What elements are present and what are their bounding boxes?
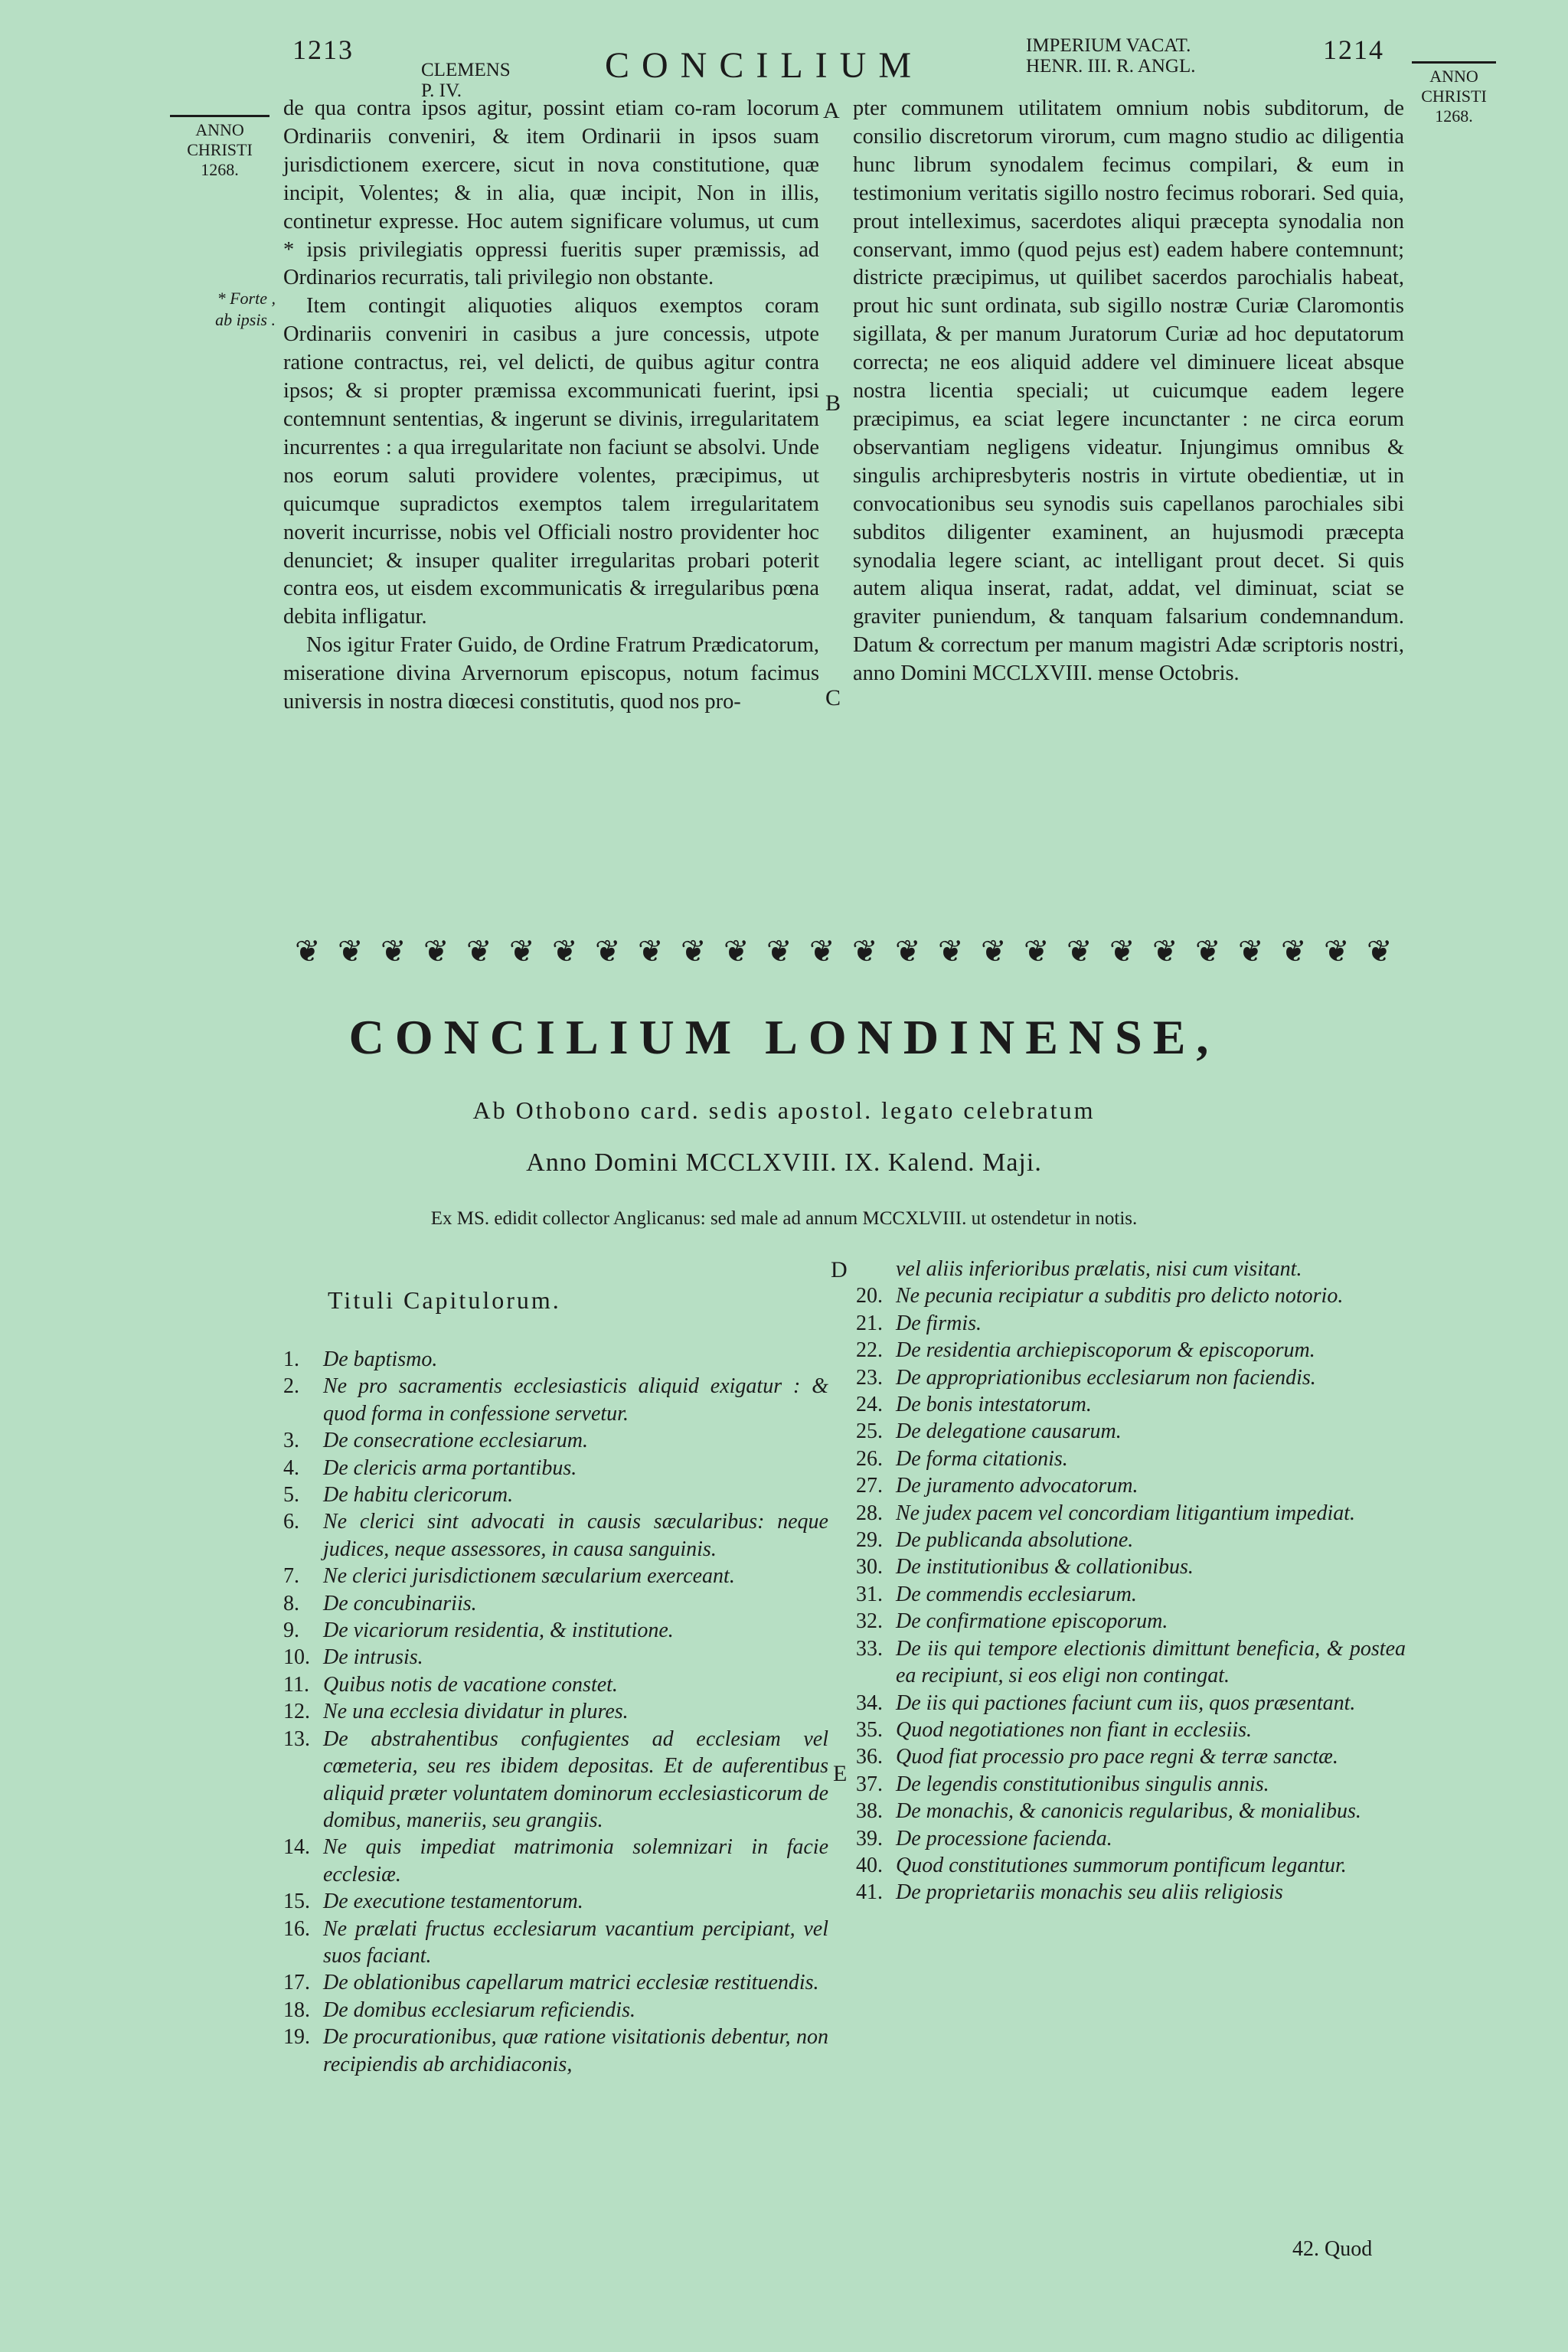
chapter-item: [856, 1879, 1406, 1906]
ornament-glyph: ❦: [938, 934, 964, 969]
ornament-glyph: ❦: [1024, 934, 1050, 969]
ornament-glyph: ❦: [895, 934, 921, 969]
chapter-number: 26.: [856, 1446, 883, 1471]
chapter-title: De residentia archiepiscoporum & episcoporum.: [896, 1338, 1315, 1363]
ornament-glyph: ❦: [724, 934, 750, 969]
right-page-number: 1214: [1323, 34, 1384, 65]
council-title: CONCILIUM LONDINENSE,: [348, 1010, 1220, 1064]
chapter-item: [856, 1282, 1406, 1309]
margin-note-line: ab ipsis .: [215, 310, 276, 329]
chapter-number: 12.: [283, 1700, 310, 1724]
ornament-glyph: ❦: [638, 934, 664, 969]
chapter-item: [856, 1852, 1406, 1879]
ornament-glyph: ❦: [1324, 934, 1350, 969]
running-head-line: IMPERIUM VACAT.: [1026, 35, 1191, 56]
chapter-number: 37.: [856, 1772, 883, 1796]
chapter-item: [856, 1798, 1406, 1824]
chapter-item: [283, 1834, 828, 1888]
chapter-title: Ne una ecclesia dividatur in plures.: [323, 1700, 629, 1724]
chapter-number: 6.: [283, 1510, 299, 1534]
chapter-title: Ne prælati fructus ecclesiarum vacantium percipiant, vel suos faciant.: [323, 1916, 828, 1968]
chapter-title: De processione facienda.: [896, 1826, 1112, 1851]
chapter-item: [856, 1446, 1406, 1472]
chapter-item: [283, 2024, 828, 2078]
chapter-title: De consecratione ecclesiarum.: [323, 1429, 588, 1453]
chapter-item: [856, 1825, 1406, 1852]
chapter-title: De oblationibus capellarum matrici ecclesiæ restituendis.: [323, 1971, 819, 1995]
chapter-title: De forma citationis.: [896, 1446, 1068, 1471]
ornament-glyph: ❦: [1367, 934, 1393, 969]
chapter-title: Quod negotiationes non fiant in ecclesiis.: [896, 1717, 1253, 1742]
chapter-number: 33.: [856, 1636, 883, 1661]
chapter-item: [283, 1455, 828, 1481]
section-letter-b: B: [825, 390, 841, 416]
chapter-number: 13.: [283, 1726, 310, 1751]
chapter-item: [856, 1771, 1406, 1798]
ornament-glyph: ❦: [1281, 934, 1307, 969]
chapter-number: 21.: [856, 1311, 883, 1335]
chapter-item: [283, 1346, 828, 1373]
paragraph: pter communem utilitatem omnium nobis subditorum, de consilio discretorum virorum, cum magno studio ac diligentia hunc librum synodalem fecimus compilari, & eum in testimonium veritatis sigillo nostro fecimus roborari. Sed quia, prout intelleximus, sacerdotes aliqui præcepta synodalia non conservant, immo (quod pejus est) eadem habere contemnunt; districte præcipimus, ut quilibet sacerdos parochialis habeat, prout hic sunt ordinata, sub sigillo nostræ Curiæ Claromontis sigillata, & per manum Juratorum Curiæ ad hoc deputatorum correcta; ne eos aliquid addere vel diminuere liceat absque nostra licentia speciali; ut cuicumque eadem legere præcipimus, ea sciat legere incunctanter : ne circa eorum observantiam negligens videatur. Injungimus omnibus & singulis archipresbyteris nostris in virtute obedientiæ, ut in convocationibus seu synodis suis capellanos parochiales sibi subditos diligenter examinent, an hujusmodi præcepta synodalia legere sciant, ac intelligant prout decet. Si quis autem aliqua inserat, radat, addat, vel diminuat, sciat se graviter puniendum, & tanquam falsarium condemnandum. Datum & correctum per manum magistri Adæ scriptoris nostri, anno Domini MCCLXVIII. mense Octobris.: [853, 96, 1404, 686]
section-letter-e: E: [833, 1761, 848, 1786]
chapter-number: 24.: [856, 1393, 883, 1417]
chapter-title: Quod fiat processio pro pace regni & terræ sanctæ.: [896, 1745, 1338, 1769]
ornament-glyph: ❦: [595, 934, 621, 969]
chapter-title: De domibus ecclesiarum reficiendis.: [323, 1998, 635, 2022]
chapter-number: 25.: [856, 1419, 883, 1444]
chapter-title: De habitu clericorum.: [323, 1483, 514, 1508]
margin-rule: [1412, 61, 1496, 64]
chapter-item: [856, 1310, 1406, 1337]
chapter-title: De intrusis.: [323, 1645, 423, 1670]
chapter-item: [283, 1671, 828, 1698]
chapter-item: [856, 1608, 1406, 1635]
ornament-glyph: ❦: [809, 934, 835, 969]
chapter-item: [283, 1969, 828, 1996]
margin-line: ANNO: [195, 120, 244, 139]
chapter-list-right: [856, 1256, 1406, 1906]
chapter-title: De executione testamentorum.: [323, 1890, 583, 1914]
chapter-number: 28.: [856, 1501, 883, 1525]
chapter-title: De juramento advocatorum.: [896, 1474, 1138, 1498]
running-head-line: P. IV.: [421, 80, 462, 101]
chapter-number: 40.: [856, 1853, 883, 1877]
chapter-number: 4.: [283, 1455, 299, 1480]
chapter-list-left: [283, 1346, 828, 2078]
chapter-title: De abstrahentibus confugientes ad ecclesiam vel cœmeteria, seu res ibidem depositas. Et de auferentibus aliquid præter voluntatem dominorum ecclesiasticorum de domibus, maneriis, seu grangiis.: [323, 1726, 828, 1832]
right-text-column: [853, 95, 1404, 688]
chapter-item: [283, 1590, 828, 1617]
chapter-number: 41.: [856, 1880, 883, 1905]
running-head-line: CLEMENS: [421, 60, 511, 80]
margin-note: [173, 288, 276, 331]
chapter-title: De concubinariis.: [323, 1591, 477, 1615]
margin-line: CHRISTI: [1421, 87, 1487, 106]
list-heading: Tituli Capitulorum.: [328, 1286, 561, 1314]
chapter-number: 38.: [856, 1799, 883, 1824]
ornament-glyph: ❦: [381, 934, 407, 969]
chapter-title: De bonis intestatorum.: [896, 1393, 1092, 1417]
chapter-item: [283, 1726, 828, 1834]
chapter-item: [283, 1997, 828, 2024]
chapter-title: De publicanda absolutione.: [896, 1528, 1134, 1553]
chapter-number: 36.: [856, 1745, 883, 1769]
chapter-item: [856, 1472, 1406, 1499]
right-running-head: [1026, 35, 1196, 77]
chapter-number: 17.: [283, 1971, 310, 1995]
chapter-title: Ne pro sacramentis ecclesiasticis aliquid exigatur : & quod forma in confessione servetur.: [323, 1374, 828, 1426]
chapter-item: [283, 1373, 828, 1427]
chapter-number: 23.: [856, 1365, 883, 1390]
chapter-item: [856, 1743, 1406, 1770]
paragraph: de qua contra ipsos agitur, possint etiam co-ram locorum Ordinariis conveniri, & item Ordinarii in ipsos suam jurisdictionem exercere, sicut in nova constitutione, quæ incipit, Volentes; & in alia, quæ incipit, Non in illis, continetur expresse. Hoc autem significare volumus, ut cum * ipsis privilegiatis oppressi fueritis super præmissis, ad Ordinarios recurratis, tali privilegio non obstante.: [283, 96, 819, 290]
chapter-number: 9.: [283, 1619, 299, 1643]
chapter-number: 34.: [856, 1690, 883, 1715]
chapter-title: vel aliis inferioribus prælatis, nisi cum visitant.: [896, 1257, 1302, 1281]
chapter-title: De commendis ecclesiarum.: [896, 1582, 1137, 1606]
chapter-number: 16.: [283, 1916, 310, 1941]
chapter-item: [283, 1563, 828, 1589]
chapter-title: Ne pecunia recipiatur a subditis pro delicto notorio.: [896, 1284, 1344, 1308]
chapter-title: De iis qui pactiones faciunt cum iis, quos præsentant.: [896, 1690, 1356, 1715]
chapter-number: 3.: [283, 1429, 299, 1453]
chapter-title: De clericis arma portantibus.: [323, 1455, 577, 1480]
chapter-item: [856, 1581, 1406, 1608]
section-letter-a: A: [823, 98, 840, 123]
chapter-title: De delegatione causarum.: [896, 1419, 1122, 1444]
chapter-title: Quibus notis de vacatione constet.: [323, 1672, 618, 1697]
chapter-item: [856, 1690, 1406, 1717]
chapter-number: 32.: [856, 1609, 883, 1634]
chapter-number: 18.: [283, 1998, 310, 2022]
ornament-glyph: ❦: [1067, 934, 1093, 969]
catchword: 42. Quod: [1292, 2237, 1373, 2261]
chapter-title: De proprietariis monachis seu aliis religiosis: [896, 1880, 1283, 1905]
chapter-item: [283, 1427, 828, 1454]
chapter-number: [856, 1256, 896, 1282]
chapter-item: [856, 1553, 1406, 1580]
chapter-number: 5.: [283, 1483, 299, 1508]
margin-line: 1268.: [1435, 106, 1473, 126]
chapter-number: 22.: [856, 1338, 883, 1363]
chapter-item: [283, 1888, 828, 1915]
chapter-title: De confirmatione episcoporum.: [896, 1609, 1168, 1634]
paragraph: Item contingit aliquoties aliquos exemptos coram Ordinariis conveniri in casibus a jure concessis, utpote ratione contractus, rei, vel delicti, de quibus agitur contra ipsos; & si propter præmissa excommunicati fuerint, ipsi contemnunt sententias, & ingerunt se divinis, irregularitatem incurrentes : a qua irregularitate non faciunt se absolvi. Unde nos eorum saluti providere volentes, præcipimus, ut quicumque supradictos exemptos talem irregularitatem noverit incurrisse, nobis vel Officiali nostro providenter hoc denunciet; & insuper qualiter irregularitas probari poterit contra eos, ut eisdem excommunicatis & irregularibus pœna debita infligatur.: [283, 294, 819, 629]
council-year: Anno Domini MCCLXVIII. IX. Kalend. Maji.: [526, 1148, 1042, 1177]
ornament-glyph: ❦: [1152, 934, 1178, 969]
chapter-number: 8.: [283, 1591, 299, 1615]
margin-line: CHRISTI: [187, 140, 253, 159]
chapter-number: 2.: [283, 1374, 299, 1399]
ornament-glyph: ❦: [766, 934, 792, 969]
right-margin-year: [1404, 61, 1504, 126]
chapter-title: Quod constitutiones summorum pontificum legantur.: [896, 1853, 1347, 1877]
ornament-glyph: ❦: [681, 934, 707, 969]
margin-rule: [170, 115, 270, 117]
section-letter-c: C: [825, 685, 841, 710]
editorial-note: Ex MS. edidit collector Anglicanus: sed male ad annum MCCXLVIII. ut ostendetur in notis.: [430, 1208, 1138, 1229]
chapter-item: [856, 1500, 1406, 1527]
chapter-number: 7.: [283, 1564, 299, 1589]
margin-line: ANNO: [1429, 67, 1478, 86]
ornament-glyph: ❦: [295, 934, 321, 969]
chapter-number: 20.: [856, 1284, 883, 1308]
left-page-number: 1213: [292, 34, 354, 65]
chapter-title: Ne judex pacem vel concordiam litigantium impediat.: [896, 1501, 1356, 1525]
left-margin-year: [170, 115, 270, 180]
ornament-glyph: ❦: [1238, 934, 1264, 969]
margin-note-line: * Forte ,: [217, 289, 276, 308]
chapter-item: [856, 1256, 1406, 1282]
chapter-number: 30.: [856, 1555, 883, 1579]
chapter-number: 10.: [283, 1645, 310, 1670]
chapter-item: [856, 1527, 1406, 1553]
chapter-title: De appropriationibus ecclesiarum non faciendis.: [896, 1365, 1316, 1390]
ornament-glyph: ❦: [852, 934, 878, 969]
ornament-glyph: ❦: [338, 934, 364, 969]
chapter-number: 14.: [283, 1835, 310, 1860]
chapter-title: De institutionibus & collationibus.: [896, 1555, 1194, 1579]
chapter-item: [856, 1364, 1406, 1391]
ornament-glyph: ❦: [423, 934, 449, 969]
left-text-column: [283, 95, 819, 717]
chapter-title: De procurationibus, quæ ratione visitationis debentur, non recipiendis ab archidiaconis,: [323, 2025, 828, 2076]
paragraph: Nos igitur Frater Guido, de Ordine Fratrum Prædicatorum, miseratione divina Arvernorum episcopus, notum facimus universis in nostra diœcesi constitutis, quod nos pro-: [283, 633, 819, 714]
chapter-number: 11.: [283, 1672, 309, 1697]
chapter-item: [283, 1916, 828, 1970]
chapter-number: 19.: [283, 2025, 310, 2050]
ornament-glyph: ❦: [1109, 934, 1135, 969]
chapter-item: [283, 1698, 828, 1725]
chapter-title: De legendis constitutionibus singulis annis.: [896, 1772, 1269, 1796]
ornament-band: [287, 934, 1405, 969]
chapter-item: [856, 1418, 1406, 1445]
chapter-number: 29.: [856, 1528, 883, 1553]
chapter-item: [856, 1337, 1406, 1364]
chapter-number: 31.: [856, 1582, 883, 1606]
chapter-item: [856, 1391, 1406, 1418]
chapter-number: 1.: [283, 1348, 299, 1371]
council-subtitle: Ab Othobono card. sedis apostol. legato celebratum: [472, 1096, 1096, 1124]
chapter-title: De baptismo.: [323, 1348, 438, 1371]
running-head-line: HENR. III. R. ANGL.: [1026, 56, 1196, 77]
ornament-glyph: ❦: [552, 934, 578, 969]
chapter-number: 27.: [856, 1474, 883, 1498]
chapter-title: De monachis, & canonicis regularibus, & monialibus.: [896, 1799, 1361, 1824]
chapter-title: De firmis.: [896, 1311, 982, 1335]
chapter-item: [283, 1481, 828, 1508]
ornament-glyph: ❦: [466, 934, 492, 969]
margin-line: 1268.: [201, 160, 239, 179]
chapter-title: Ne clerici sint advocati in causis sæcularibus: neque judices, neque assessores, in causa sanguinis.: [323, 1510, 828, 1561]
chapter-title: Ne clerici jurisdictionem sæcularium exerceant.: [323, 1564, 735, 1589]
page-title: CONCILIUM: [605, 45, 923, 86]
chapter-number: 35.: [856, 1717, 883, 1742]
chapter-item: [283, 1508, 828, 1563]
ornament-glyph: ❦: [509, 934, 535, 969]
chapter-number: 15.: [283, 1890, 310, 1914]
ornament-glyph: ❦: [1195, 934, 1221, 969]
chapter-item: [856, 1635, 1406, 1690]
chapter-item: [856, 1717, 1406, 1743]
chapter-item: [283, 1644, 828, 1671]
ornament-glyph: ❦: [981, 934, 1007, 969]
chapter-title: De vicariorum residentia, & institutione.: [323, 1619, 674, 1643]
section-letter-d: D: [831, 1257, 848, 1282]
chapter-title: Ne quis impediat matrimonia solemnizari in facie ecclesiæ.: [323, 1835, 828, 1886]
chapter-number: 39.: [856, 1826, 883, 1851]
chapter-title: De iis qui tempore electionis dimittunt beneficia, & postea ea recipiunt, si eos eligi non contingat.: [896, 1636, 1406, 1688]
chapter-item: [283, 1617, 828, 1644]
